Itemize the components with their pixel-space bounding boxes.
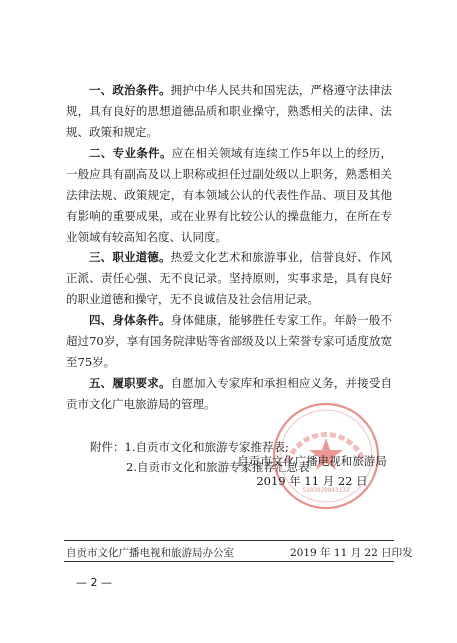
attachment-item: 1.自贡市文化和旅游专家推荐表; [124,440,289,454]
footer-issuer: 自贡市文化广播电视和旅游局办公室 [66,547,234,559]
signature-date: 2019 年 11 月 22 日 [256,474,368,488]
section-heading: 一、政治条件。 [89,83,171,97]
footer-top-rule [64,540,394,541]
section-professional [66,143,392,248]
section-heading: 三、职业道德。 [89,250,171,264]
svg-text:5103020043133: 5103020043133 [302,487,350,494]
footer-bottom-rule [64,561,394,562]
section-body: 应在相关领域有连续工作5年以上的经历，一般应具有副高及以上职称或担任过副处级以上职务，熟悉相关法律法规、政策规定，有本领域公认的代表性作品、项目及其他有影响的重要成果，或在业界有比较公认的操盘能力，在所在专业领域有较高知名度、认同度。 [66,146,392,244]
section-body: 自愿加入专家库和承担相应义务，并接受自贡市文化广电旅游局的管理。 [66,376,393,411]
section-body: 身体健康，能够胜任专家工作。年龄一般不超过70岁，享有国务院津贴等省部级及以上荣誉专家可适度放宽至75岁。 [66,313,393,369]
attachment-item: 2.自贡市文化和旅游专家推荐汇总表 [126,460,310,474]
signature-org: 自贡市文化广播电视和旅游局 [237,454,387,468]
section-heading: 四、身体条件。 [89,313,171,327]
attachment-label: 附件： [90,440,125,454]
page-number: — 2 — [76,576,112,589]
section-political [66,80,392,143]
section-body: 拥护中华人民共和国宪法，严格遵守法律法规，具有良好的思想道德品质和职业操守，熟悉相关的法律、法规、政策和规定。 [66,83,393,139]
section-body: 热爱文化艺术和旅游事业，信誉良好、作风正派、责任心强、无不良记录。坚持原则，实事求是，具有良好的职业道德和操守，无不良诚信及社会信用记录。 [66,250,393,306]
section-heading: 二、专业条件。 [89,146,172,160]
section-health [66,310,392,373]
section-heading: 五、履职要求。 [89,376,171,390]
footer-print-date: 2019 年 11 月 22 日印发 [290,547,413,559]
section-ethics [66,247,392,310]
